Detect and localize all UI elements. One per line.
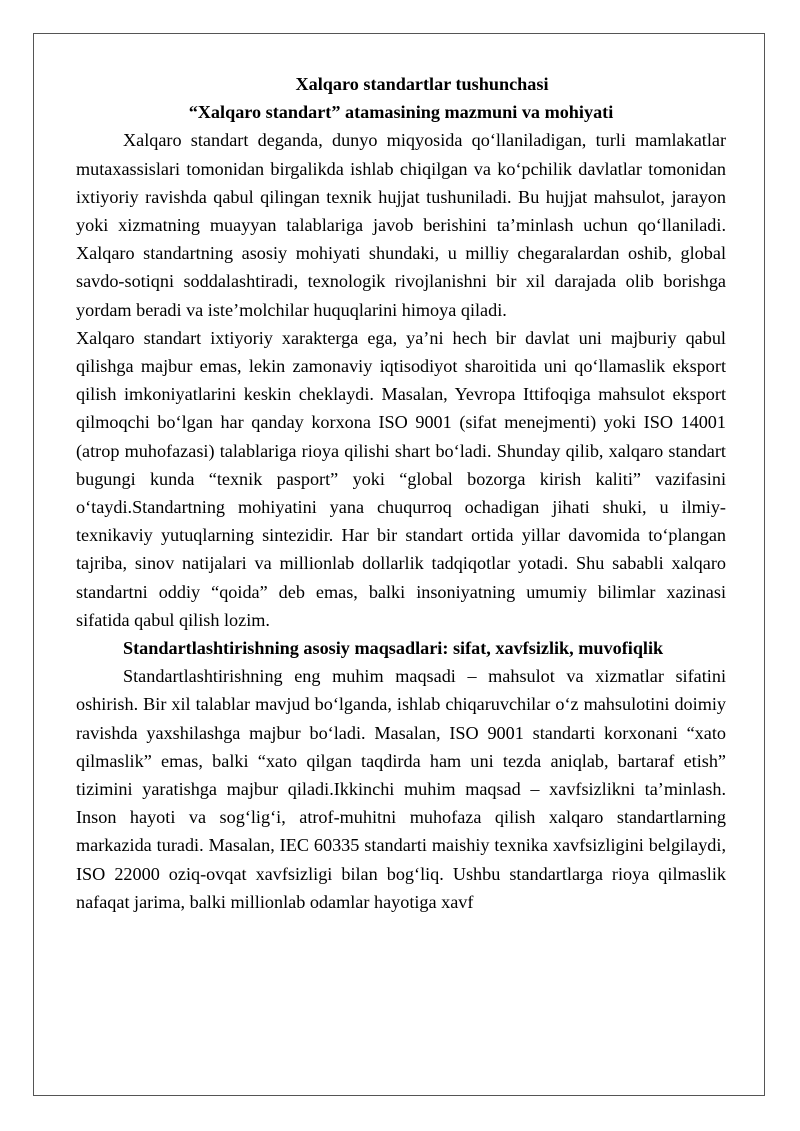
document-title: Xalqaro standartlar tushunchasi (295, 74, 549, 94)
document-subtitle: “Xalqaro standart” atamasining mazmuni va mohiyati (188, 102, 614, 123)
paragraph-goals: Standartlashtirishning eng muhim maqsadi – mahsulot va xizmatlar sifatini oshirish. Bir xil talablar mavjud bo‘lganda, ishlab chiqaruvchilar o‘z mahsulotini doimiy ravishda yaxshilashga majbur bo‘ladi. Masalan, ISO 9001 standarti korxonani “xato qilmaslik” emas, balki “xato qilgan taqdirda ham uni tezda aniqlab, bartaraf etish” tizimini yaratishga majbur qiladi.Ikkinchi muhim maqsad – xavfsizlikni ta’minlash. Inson hayoti va sog‘lig‘i, atrof-muhitni muhofaza qilish xalqaro standartlarning markazida turadi. Masalan, IEC 60335 standarti maishiy texnika xavfsizligini belgilaydi, ISO 22000 oziq-ovqat xavfsizligi bilan bog‘liq. Ushbu standartlarga rioya qilmaslik nafaqat jarima, balki millionlab odamlar hayotiga xavf (76, 666, 726, 912)
section-heading: Standartlashtirishning asosiy maqsadlari: sifat, xavfsizlik, muvofiqlik (123, 638, 664, 659)
document-body (76, 70, 726, 916)
paragraph-voluntary-nature: Xalqaro standart ixtiyoriy xarakterga ega, ya’ni hech bir davlat uni majburiy qabul qilishga majbur emas, lekin zamonaviy iqtisodiyot sharoitida uni qo‘llamaslik eksport qilish imkoniyatlarini keskin cheklaydi. Masalan, Yevropa Ittifoqiga mahsulot eksport qilmoqchi bo‘lgan har qanday korxona ISO 9001 (sifat menejmenti) yoki ISO 14001 (atrop muhofazasi) talablariga rioya qilishi shart bo‘ladi. Shunday qilib, xalqaro standart bugungi kunda “texnik pasport” yoki “global bozorga kirish kaliti” vazifasini o‘taydi.Standartning mohiyatini yana chuqurroq ochadigan jihati shuki, u ilmiy-texnikaviy yutuqlarning sintezidir. Har bir standart ortida yillar davomida to‘plangan tajriba, sinov natijalari va millionlab dollarlik tadqiqotlar yotadi. Shu sababli xalqaro standartni oddiy “qoida” deb emas, balki insoniyatning umumiy bilimlar xazinasi sifatida qabul qilish lozim. (76, 327, 726, 630)
paragraph-definition: Xalqaro standart deganda, dunyo miqyosida qo‘llaniladigan, turli mamlakatlar mutaxassislari tomonidan birgalikda ishlab chiqilgan va ko‘pchilik davlatlar tomonidan ixtiyoriy ravishda qabul qilingan texnik hujjat tushuniladi. Bu hujjat mahsulot, jarayon yoki xizmatning muayyan talablariga javob berishini ta’minlash uchun qo‘llaniladi. Xalqaro standartning asosiy mohiyati shundaki, u milliy chegaralardan oshib, global savdo-sotiqni soddalashtiradi, texnologik rivojlanishni bir xil darajada olib borishga yordam beradi va iste’molchilar huquqlarini himoya qiladi. (76, 130, 726, 320)
